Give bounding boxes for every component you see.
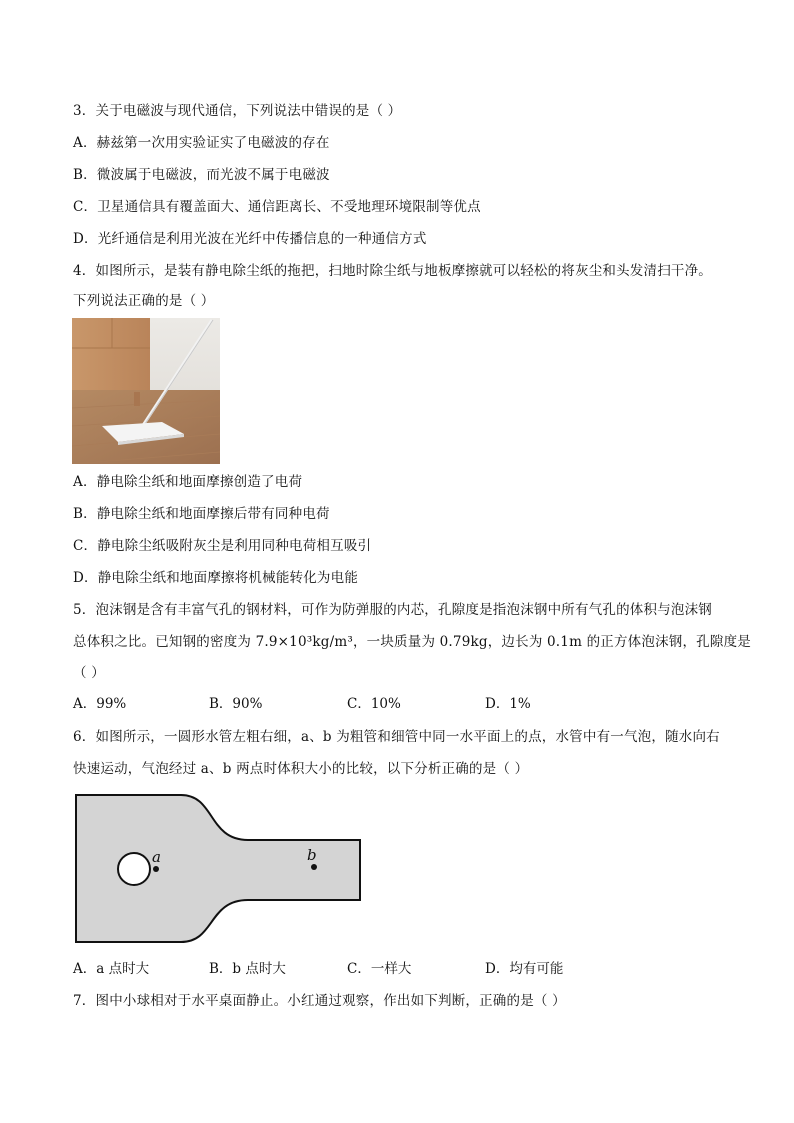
mop-photo-illustration [72,318,220,464]
q6-stem-line2: 快速运动，气泡经过 a、b 两点时体积大小的比较，以下分析正确的是（ ） [73,761,529,777]
q6-option-a: A．a 点时大 [73,961,150,977]
pipe-diagram [73,792,365,944]
q4-option-d: D．静电除尘纸和地面摩擦将机械能转化为电能 [73,570,359,586]
q3-option-d: D．光纤通信是利用光波在光纤中传播信息的一种通信方式 [73,231,427,247]
q6-option-b: B．b 点时大 [209,961,286,977]
q5-stem-line2: 总体积之比。已知钢的密度为 7.9×10³kg/m³，一块质量为 0.79kg，边长为 0.1m 的正方体泡沫钢，孔隙度是 [73,634,751,650]
air-bubble [118,853,150,885]
q4-option-a: A．静电除尘纸和地面摩擦创造了电荷 [73,474,303,490]
q3-option-a: A．赫兹第一次用实验证实了电磁波的存在 [73,135,330,151]
q5-option-b: B．90% [209,696,263,712]
q5-option-c: C．10% [347,696,401,712]
pipe-figure [73,792,365,944]
q4-stem-line2: 下列说法正确的是（ ） [73,293,215,309]
q6-option-d: D．均有可能 [485,961,564,977]
q5-option-d: D．1% [485,696,531,712]
q4-option-c: C．静电除尘纸吸附灰尘是利用同种电荷相互吸引 [73,538,372,554]
q5-option-a: A．99% [73,696,127,712]
label-a: a [152,848,161,866]
label-b: b [307,846,317,864]
q5-stem-line1: 5．泡沫钢是含有丰富气孔的钢材料，可作为防弹服的内芯，孔隙度是指泡沫钢中所有气孔的体积与泡沫钢 [73,602,712,618]
mop-photo [72,318,220,464]
q3-option-c: C．卫星通信具有覆盖面大、通信距离长、不受地理环境限制等优点 [73,199,481,215]
q3-stem: 3．关于电磁波与现代通信，下列说法中错误的是（ ） [73,103,402,119]
q4-stem-line1: 4．如图所示，是装有静电除尘纸的拖把，扫地时除尘纸与地板摩擦就可以轻松的将灰尘和头发清扫干净。 [73,263,712,279]
q6-stem-line1: 6．如图所示，一圆形水管左粗右细，a、b 为粗管和细管中同一水平面上的点，水管中有一气泡，随水向右 [73,729,720,745]
q3-option-b: B．微波属于电磁波，而光波不属于电磁波 [73,167,330,183]
q6-option-c: C．一样大 [347,961,412,977]
point-b [311,864,317,870]
q4-option-b: B．静电除尘纸和地面摩擦后带有同种电荷 [73,506,330,522]
q5-stem-line3: （ ） [73,665,105,681]
point-a [153,866,159,872]
q7-stem: 7．图中小球相对于水平桌面静止。小红通过观察，作出如下判断，正确的是（ ） [73,993,566,1009]
